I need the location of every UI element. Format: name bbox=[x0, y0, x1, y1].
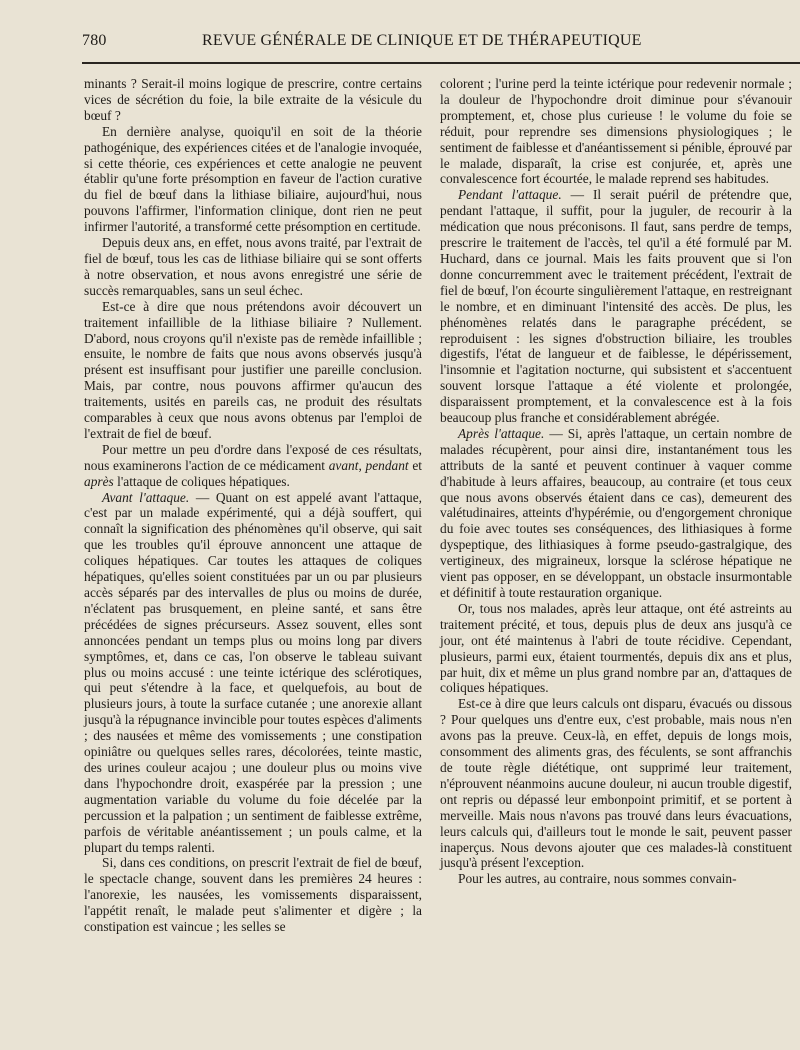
paragraph: colorent ; l'urine perd la teinte ictérique pour redevenir normale ; la douleur de l'hypochondre droit diminue pour s'évanouir promptement, et, chose plus curieuse ! le volume du foie se réduit, pour reprendre ses dimensions physiologiques ; le sentiment de faiblesse et d'anéantissement si pénible, éprouvé par le malade, disparaît, la crise est conjurée, et, après une convalescence fort écourtée, le malade reprend ses habitudes. bbox=[440, 76, 792, 187]
paragraph: Est-ce à dire que leurs calculs ont disparu, évacués ou dissous ? Pour quelques uns d'entre eux, c'est probable, mais nous n'en avons pas la preuve. Ceux-là, en effet, depuis de longs mois, consomment des aliments gras, des féculents, se sont affranchis de toute règle diététique, ont supprimé leur traitement, n'éprouvent néanmoins aucune douleur, ni aucun trouble digestif, ont repris ou dépassé leur embonpoint primitif, et se portent à merveille. Mais nous n'avons pas trouvé dans leurs évacuations, leurs calculs qui, d'ailleurs tout le monde le sait, peuvent passer inaperçus. Nous devons ajouter que ces malades-là constituent jusqu'à présent l'exception. bbox=[440, 696, 792, 871]
section-heading: Pendant l'attaque. bbox=[458, 187, 562, 203]
paragraph: En dernière analyse, quoiqu'il en soit de la théorie pathogénique, des expériences citées et de l'analogie invoquée, si cette théorie, ces expériences et cette analogie ne peuvent établir qu'une forte présomption en faveur de l'action curative du fiel de bœuf dans la lithiase biliaire, aujourd'hui, nous pouvons l'affirmer, l'information clinique, dont rien ne peut infirmer l'autorité, a transformé cette présomption en certitude. bbox=[84, 123, 422, 235]
section-heading: Après l'attaque. bbox=[458, 425, 545, 441]
italic-term: après bbox=[84, 473, 114, 489]
paragraph: Depuis deux ans, en effet, nous avons traité, par l'extrait de fiel de bœuf, tous les cas de lithiase biliaire qui se sont offerts à notre observation, et nous avons enregistré une série de succès remarquables, sans un seul échec. bbox=[84, 235, 422, 298]
text-run: — Si, après l'attaque, un certain nombre de malades récupèrent, pour ainsi dire, instantanément tous les attributs de la santé et peuvent continuer à vaquer comme d'habitude à leurs affaires, beaucoup, au contraire (et tous ceux que nous avons observés étaient dans ce cas), demeurent des valétudinaires, atteints d'hypérémie, ou d'engorgement chronique du foie avec toutes ses conséquences, des lithiasiques à forme dyspeptique, des lithiasiques à forme pseudo-gastralgique, des vertigineux, des migraineux, lorsque la sclérose hépatique ne vient pas opposer, en se développant, un obstacle insurmontable et définitif à toute restauration organique. bbox=[440, 425, 792, 600]
running-title: REVUE GÉNÉRALE DE CLINIQUE ET DE THÉRAPEUTIQUE bbox=[202, 32, 642, 49]
paragraph bbox=[440, 426, 792, 601]
paragraph: Or, tous nos malades, après leur attaque, ont été astreints au traitement précité, et tous, depuis plus de deux ans jusqu'à ce jour, ont été maintenus à l'abri de toute récidive. Cependant, plusieurs, parmi eux, étaient tourmentés, depuis dix ans et plus, par huit, dix et même un plus grand nombre par an, d'attaques de coliques hépatiques. bbox=[440, 600, 792, 696]
text-run: , bbox=[358, 457, 366, 473]
header-rule bbox=[82, 62, 800, 64]
paragraph: minants ? Serait-il moins logique de prescrire, contre certains vices de sécrétion du foie, la bile extraite de la vésicule du bœuf ? bbox=[84, 76, 422, 123]
italic-term: pendant bbox=[365, 457, 409, 473]
paragraph: Si, dans ces conditions, on prescrit l'extrait de fiel de bœuf, le spectacle change, souvent dans les premières 24 heures : l'anorexie, les nausées, les vomissements disparaissent, l'appétit renaît, le malade peut s'alimenter et digère ; la constipation est vaincue ; les selles se bbox=[84, 855, 422, 935]
text-run: Pour mettre un peu d'ordre dans l'exposé de ces résultats, nous examinerons l'action de ce médicament bbox=[84, 441, 422, 473]
paragraph: Est-ce à dire que nous prétendons avoir découvert un traitement infaillible de la lithiase biliaire ? Nullement. D'abord, nous croyons qu'il n'existe pas de remède infaillible ; ensuite, le nombre de faits que nous avons observés jusqu'à présent est insuffisant pour justifier une pareille conclusion. Mais, par contre, nous pouvons affirmer qu'aucun des traitements, usités en pareils cas, ne produit des résultats comparables à ceux que nous avons obtenus par l'emploi de l'extrait de fiel de bœuf. bbox=[84, 298, 422, 441]
text-run: — Quant on est appelé avant l'attaque, c'est par un malade expérimenté, qui a déjà souffert, qui connaît la signification des phénomènes qu'il observe, qui sait que les troubles qu'il éprouve annoncent une attaque de coliques hépatiques. Car toutes les attaques de coliques hépatiques, qu'elles soient constituées par un ou par plusieurs accès séparés par des intervalles de plus ou moins de durée, n'éclatent pas brusquement, en pleine santé, et sans être précédées de signes précurseurs. Assez souvent, elles sont annoncées pendant un temps plus ou moins long par divers symptômes, et, dans ce cas, l'on observe le tableau suivant plus ou moins accusé : une teinte ictérique des sclérotiques, qui peut s'étendre à la face, et quelquefois, au bout de plusieurs jours, à toute la surface cutanée ; une anorexie allant jusqu'à la répugnance invincible pour toutes espèces d'aliments ; des nausées et même des vomissements ; une constipation opiniâtre ou quelques selles rares, décolorées, teinte mastic, des urines couleur acajou ; une douleur plus ou moins vive dans l'hypochondre droit, exaspérée par la pression ; une augmentation variable du volume du foie décelée par la percussion et la palpation ; un sentiment de faiblesse extrême, parfois de véritable anéantissement ; un pouls calme, et la plupart du temps ralenti. bbox=[84, 489, 422, 855]
italic-term: avant bbox=[328, 457, 359, 473]
left-column bbox=[84, 76, 422, 935]
page-number: 780 bbox=[82, 32, 107, 49]
text-run: — Il serait puéril de prétendre que, pendant l'attaque, il suffit, pour la juguler, de recourir à la médication que nous préconisons. Il faut, sans perdre de temps, prescrire le traitement de l'accès, tel qu'il a été formulé par M. Huchard, dans ce journal. Mais les faits prouvent que si l'on donne concurremment avec le traitement précédent, l'extrait de fiel de bœuf, l'on écourte singulièrement l'attaque, en restreignant le nombre, et en diminuant l'intensité des accès. De plus, les phénomènes relatés dans le paragraphe précédent, se reproduisent : les signes d'obstruction biliaire, les troubles digestifs, l'état de langueur et de faiblesse, le dépérissement, l'insomnie et l'agitation nocturne, qui subsistent et s'accentuent souvent lorsque l'attaque a été violente et prolongée, disparaissent promptement, et la convalescence est à la fois beaucoup plus franche et considérablement abrégée. bbox=[440, 187, 792, 426]
section-heading: Avant l'attaque. bbox=[102, 489, 190, 505]
paragraph bbox=[440, 187, 792, 426]
paragraph bbox=[84, 442, 422, 490]
paragraph: Pour les autres, au contraire, nous sommes convain- bbox=[458, 871, 737, 887]
text-run: l'attaque de coliques hépatiques. bbox=[113, 473, 290, 489]
right-column bbox=[440, 76, 792, 887]
running-header bbox=[70, 30, 800, 56]
paragraph bbox=[84, 490, 422, 856]
text-run: et bbox=[408, 457, 422, 473]
